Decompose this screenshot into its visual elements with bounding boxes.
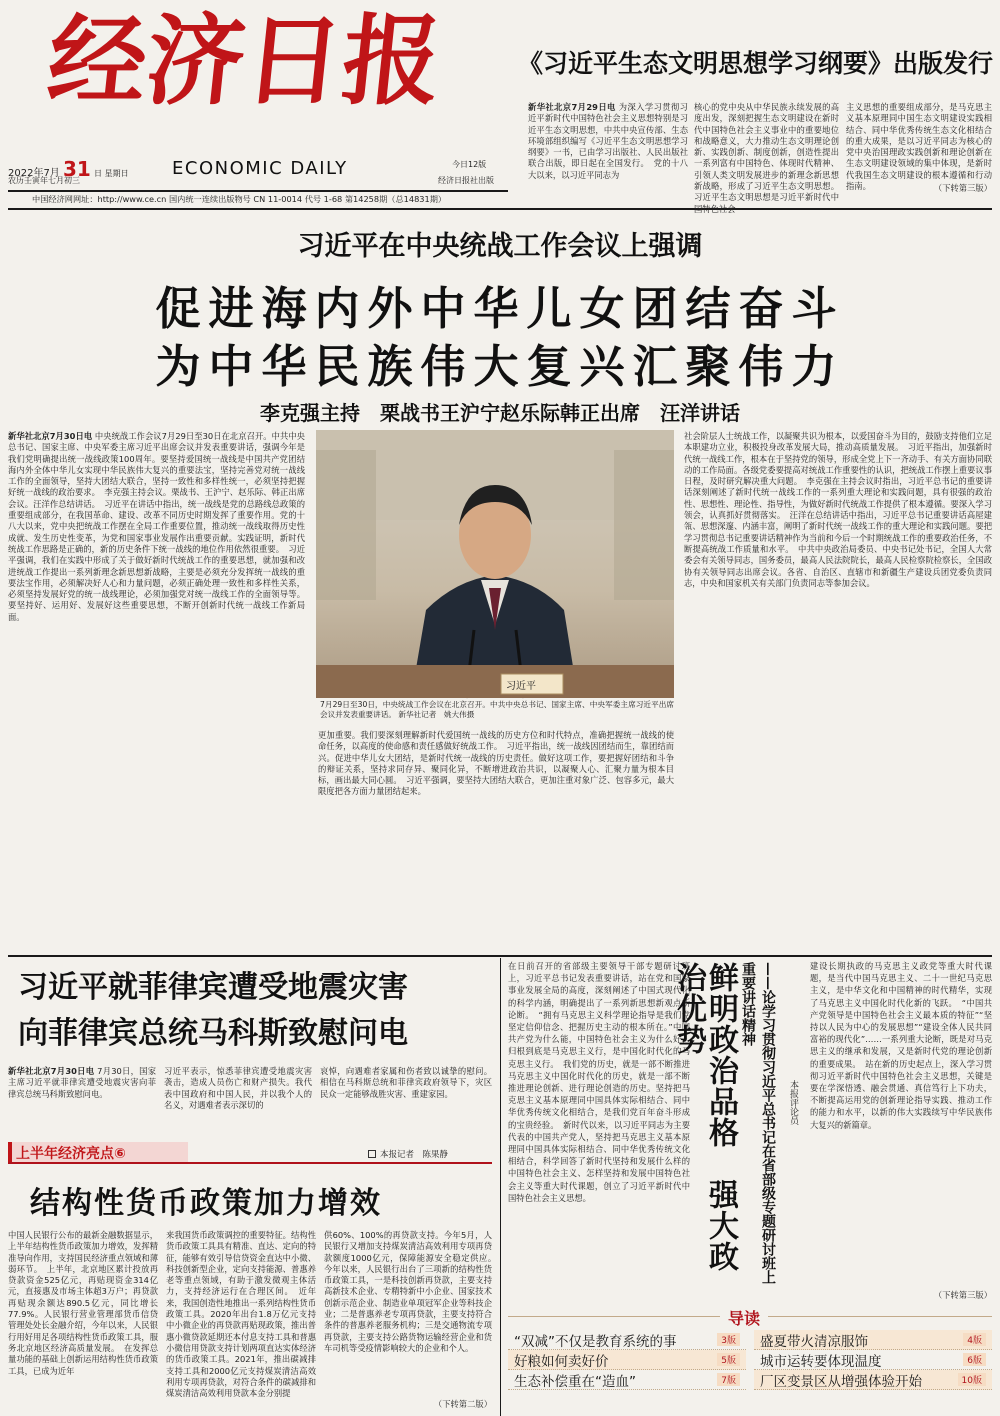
commentary-subtitle: ——论学习贯彻习近平总书记在省部级专题研讨班上重要讲话精神: [740, 962, 776, 1284]
guide-item-text: 好粮如何卖好价: [514, 1353, 609, 1370]
commentary-continued: （下转第三版）: [933, 1290, 992, 1300]
guide-right-column: [754, 1330, 992, 1390]
econ-series-label: 上半年经济亮点⑥: [16, 1146, 126, 1162]
guide-header: [508, 1304, 992, 1330]
commentary-col1: 在日前召开的省部级主要领导干部专题研讨班上，习近平总书记发表重要讲话，站在党和国家事业发展全局的高度，深刻阐述了中国式现代化的科学内涵，明确提出了一系列新思想新观点新论断。 “拥有马克思主义科学理论指导是我们党坚定信仰信念、把握历史主动的根本所在。”中国共产党为什么能，中国特色社会主义为什么好，归根到底是马克思主义行，是中国化时代化的马克思主义行。 我们党的历史，就是一部不断推进马克思主义中国化时代化的历史，就是一部不断推进理论创新、进行理论创造的历史。坚持把马克思主义基本原理同中国具体实际相结合、同中华优秀传统文化相结合，是我们党百年奋斗形成的宝贵经验。 新时代以来，以习近平同志为主要代表的中国共产党人，坚持把马克思主义基本原理同中国具体实际相结合、同中华优秀传统文化相结合，科学回答了新时代坚持和发展什么样的中国特色社会主义、怎样坚持和发展中国特色社会主义等重大时代课题，创立了习近平新时代中国特色社会主义思想。: [508, 961, 690, 1203]
guide-item-page: 7版: [717, 1373, 740, 1386]
guide-item[interactable]: [508, 1330, 746, 1350]
top-story-dateline: 新华社北京7月29日电: [528, 102, 616, 112]
lead-photo[interactable]: [316, 430, 674, 698]
lead-subhead: 李克强主持 栗战书王沪宁赵乐际韩正出席 汪洋讲话: [260, 401, 740, 425]
guide-item-text: 生态补偿重在“造血”: [514, 1373, 636, 1390]
lead-col-below-photo: 更加重要。我们要深刻理解新时代爱国统一战线的历史方位和时代特点，准确把握统一战线的使命任务，以高度的使命感和责任感做好统战工作。 习近平指出，统一战线因团结而生，靠团结而兴。促进中华儿女大团结，是新时代统一战线的历史责任。做好这项工作，要把握好团结和斗争的辩证关系，坚持求同存异、聚同化异，不断增进政治共识，以凝聚人心、汇聚力量为根本目标，画出最大同心圆。 习近平强调，要坚持大团结大联合，更加注重对象广泛、包容多元，最大限度把各方面力量团结起来。: [318, 730, 674, 797]
guide-item-text: 城市运转要体现温度: [760, 1353, 882, 1370]
top-story-col1-text: 为深入学习贯彻习近平新时代中国特色社会主义思想特别是习近平生态文明思想，中共中央宣传部、生态环境部组织编写《习近平生态文明思想学习纲要》一书，已由学习出版社、人民出版社联合出版，即日起在全国发行。 党的十八大以来，以习近平同志为: [528, 102, 688, 180]
guide-item[interactable]: [754, 1350, 992, 1370]
lead-photo-caption-text: 7月29日至30日，中央统战工作会议在北京召开。中共中央总书记、国家主席、中央军委主席习近平出席会议并发表重要讲话。: [320, 700, 674, 719]
masthead-english: ECONOMIC DAILY: [172, 158, 348, 179]
date-suffix: 日 星期日: [94, 169, 129, 178]
guide-item-page: 4版: [963, 1333, 986, 1346]
phil-headline-line1[interactable]: 习近平就菲律宾遭受地震灾害: [18, 970, 408, 1005]
lead-col-right: 社会阶层人士统战工作，以凝聚共识为根本，以爱国奋斗为目的，鼓励支持他们立足本职建功立业，积极投身改革发展大局，推动高质量发展。 习近平指出，加强新时代统一战线工作，根本在于坚持党的领导，形成全党上下一齐动手、有关方面协同联动的工作局面。各级党委要提高对统战工作重要性的认识，把统战工作摆上重要议事日程，及时研究解决重大问题。 李克强在主持会议时指出，习近平总书记的重要讲话深刻阐述了新时代统一战线工作的一系列重大理论和实践问题，具有很强的政治性、思想性、理论性、指导性，为做好新时代统战工作提供了根本遵循。要深入学习领会，认真抓好贯彻落实。 汪洋在总结讲话中指出，习近平总书记重要讲话高屋建瓴、思想深邃、内涵丰富，阐明了新时代统一战线工作的重大理论和实践问题。要把学习贯彻总书记重要讲话精神作为当前和今后一个时期统战工作的重要政治任务，不断提高统战工作质量和水平。 中共中央政治局委员、中央书记处书记，全国人大常委会有关领导同志，国务委员，最高人民法院院长，最高人民检察院检察长，全国政协有关领导同志出席会议。各省、自治区、直辖市和新疆生产建设兵团党委负责同志，中央和国家机关有关部门负责同志等参加会议。: [684, 431, 992, 588]
guide-item[interactable]: [508, 1350, 746, 1370]
guide-item-page: 10版: [958, 1373, 986, 1386]
guide-item-page: 5版: [717, 1353, 740, 1366]
phil-headline-line2[interactable]: 向菲律宾总统马科斯致慰问电: [18, 1016, 408, 1051]
phil-col3: 哀悼，向遇难者家属和伤者致以诚挚的慰问。相信在马科斯总统和菲律宾政府领导下，灾区民众一定能够战胜灾害、重建家园。: [320, 1066, 492, 1099]
lead-photo-nameplate: 习近平: [506, 681, 536, 692]
top-story-headline[interactable]: 《习近平生态文明思想学习纲要》出版发行: [518, 49, 994, 78]
econ-series-rule: [8, 1162, 492, 1164]
date-prefix: 2022年7月: [8, 168, 60, 179]
masthead-divider: [8, 190, 508, 192]
top-story-col1: [528, 102, 688, 194]
econ-col2: 来我国货币政策调控的重要特征。结构性货币政策工具具有精准、直达、定向的特征，能够有效引导信贷资金直达中小微、科技创新型企业，定向支持能源、普惠养老等重点领域，有助于激发微观主体活力，支持经济运行在合理区间。 近年来，我国创造性地推出一系列结构性货币政策工具。2020年出台1.8万亿元支持中小微企业的再贷款再贴现政策，推出普惠小微贷款延期还本付息支持工具和普惠小微信用贷款支持计划两项直达实体经济的货币政策工具。2021年，推出碳减排支持工具和2000亿元支持煤炭清洁高效利用专项再贷款，对符合条件的碳减排和煤炭清洁高效利用贷款本金分别提: [166, 1230, 316, 1399]
top-story-col3: 主义思想的重要组成部分，是马克思主义基本原理同中国生态文明建设实践相结合、同中华优秀传统生态文化相结合的重大成果，是以习近平同志为核心的党中央治国理政实践创新和理论创新在生态文明建设领域的集中体现，是新时代我国生态文明建设的根本遵循和行动指南。: [846, 102, 992, 192]
lead-headline-line1[interactable]: 促进海内外中华儿女团结奋斗: [155, 282, 845, 335]
masthead-pages: 今日12版: [452, 160, 487, 169]
masthead-logo: 经济日报: [42, 4, 447, 119]
econ-byline-icon: [368, 1150, 376, 1158]
econ-headline[interactable]: 结构性货币政策加力增效: [30, 1186, 382, 1221]
guide-item-text: 厂区变景区从增强体验开始: [760, 1373, 922, 1390]
econ-byline-text: 本报记者 陈果静: [380, 1150, 449, 1160]
phil-col1-text: 7月30日，国家主席习近平就菲律宾遭受地震灾害向菲律宾总统马科斯致慰问电。: [8, 1066, 157, 1099]
lead-photo-credit: 新华社记者 姚大伟摄: [398, 710, 475, 719]
phil-col2: 习近平表示，惊悉菲律宾遭受地震灾害袭击，造成人员伤亡和财产损失。我代表中国政府和中国人民，并以我个人的名义，对遇难者表示深切的: [164, 1066, 312, 1110]
econ-col1: 中国人民银行公布的最新金融数据显示，上半年结构性货币政策加力增效，发挥精准导向作用，支持国民经济重点领域和薄弱环节。 上半年，北京地区累计投放再贷款资金525亿元，再贴现资金314亿元，直接惠及市场主体超3万户；再贷款再贴现余额达890.5亿元，同比增长77.9%。人民银行营业管理部货币信贷管理处处长金融介绍，今年以来，人民银行用好用足各项结构性货币政策工具，服务北京地区经济高质量发展。 在发挥总量功能的基础上创新运用结构性货币政策工具，已成为近年: [8, 1230, 158, 1376]
date-day: 31: [63, 157, 91, 181]
commentary-byline: 本报评论员: [788, 1080, 798, 1125]
lead-kicker: 习近平在中央统战工作会议上强调: [297, 231, 703, 262]
lead-col-left-text: 中央统战工作会议7月29日至30日在北京召开。中共中央总书记、国家主席、中央军委主席习近平出席会议并发表重要讲话，强调今年是我们党明确提出统一战线政策100周年。要坚持爱国统一战线是中国共产党团结海内外全体中华儿女实现中华民族伟大复兴的重要法宝，坚持完善党对统一战线工作的全面领导，坚持大团结大联合，坚持一致性和多样性统一，必须坚持把握好统一战线的政治要求。 李克强主持会议。栗战书、王沪宁、赵乐际、韩正出席会议。汪洋作总结讲话。 习近平在讲话中指出，统一战线是党的总路线总政策的重要组成部分，在我国革命、建设、改革不同历史时期发挥了重要作用。党的十八大以来，党中央把统战工作摆在全局工作重要位置，推动统一战线取得历史性成就、发生历史性变革，为党和国家事业发展作出重要贡献。实践证明，新时代统战工作思路是正确的，新的历史条件下统一战线的地位作用依然很重要。 习近平强调，我们在实践中形成了关于做好新时代统战工作的重要思想，就加强和改进统战工作提出一系列新理念新思想新战略，主要是必须充分发挥统一战线的重要法宝作用，必须解决好人心和力量问题，必须正确处理一致性和多样性关系，必须坚持发展好党的统一战线理论，必须加强党对统一战线工作的全面领导等。要坚持好、运用好、发展好这些重要思想，不断开创新时代统一战线工作新局面。: [8, 431, 305, 622]
guide-item-text: 盛夏带火清凉服饰: [760, 1333, 868, 1350]
econ-series-tag: [8, 1142, 188, 1162]
guide-item[interactable]: [754, 1370, 992, 1390]
guide-title: 导读: [720, 1306, 768, 1329]
lead-dateline: 新华社北京7月30日电: [8, 431, 93, 441]
lead-headline-line2[interactable]: 为中华民族伟大复兴汇聚伟力: [155, 340, 845, 393]
guide-left-column: [508, 1330, 746, 1390]
phil-col1: [8, 1066, 156, 1116]
masthead-publisher: 经济日报社出版: [438, 176, 494, 185]
commentary-title[interactable]: 鲜明政治品格 强大政治优势: [671, 962, 738, 1272]
guide-item[interactable]: [508, 1370, 746, 1390]
lead-col-left: [8, 431, 305, 951]
lead-photo-caption: [320, 700, 674, 726]
guide-item-page: 3版: [717, 1333, 740, 1346]
econ-continued: （下转第二版）: [433, 1399, 492, 1409]
info-bar-divider: [8, 208, 992, 210]
lead-photo-scene: [316, 430, 674, 698]
masthead-lunar: 农历壬寅年七月初三: [8, 176, 80, 185]
commentary-col2: 建设长期执政的马克思主义政党等重大时代课题，是当代中国马克思主义、二十一世纪马克思主义，是中华文化和中国精神的时代精华，实现了马克思主义中国化时代化新的飞跃。 “中国共产党领导是中国特色社会主义最本质的特征”“坚持以人民为中心的发展思想”“建设全体人民共同富裕的现代化”……一系列重大论断，既是对马克思主义的继承和发展，又是新时代党的理论创新的重要成果。 站在新的历史起点上，深入学习贯彻习近平新时代中国特色社会主义思想，关键是要在学深悟透、融会贯通、真信笃行上下功夫，不断提高运用党的创新理论指导实践、推动工作的能力和水平，以新的伟大实践续写中华民族伟大复兴的新篇章。: [810, 961, 992, 1130]
top-story-continued: （下转第三版）: [933, 183, 992, 193]
econ-col3: 供60%、100%的再贷款支持。今年5月，人民银行又增加支持煤炭清洁高效利用专项再贷款额度1000亿元，保障能源安全稳定供应。 今年以来，人民银行出台了三项新的结构性货币政策工具，一是科技创新再贷款，主要支持高新技术企业、专精特新中小企业、国家技术创新示范企业、制造业单项冠军企业等科技企业；二是普惠养老专项再贷款，主要支持符合条件的普惠养老服务机构；三是交通物流专项再贷款，主要支持公路货物运输经营企业和货车司机等受疫情影响较大的企业和个人。: [324, 1230, 501, 1353]
commentary-left-divider: [500, 958, 501, 1416]
econ-byline: [368, 1148, 448, 1160]
lead-bottom-divider: [8, 955, 992, 957]
guide-item[interactable]: [754, 1330, 992, 1350]
guide-box: [508, 1304, 992, 1416]
phil-dateline: 新华社北京7月30日电: [8, 1066, 95, 1076]
masthead-info-bar: 中国经济网网址：http://www.ce.cn 国内统一连续出版物号 CN 11-0014 代号 1-68 第14258期（总14831期）: [32, 194, 447, 204]
guide-columns: [508, 1330, 992, 1390]
top-story-col2: 核心的党中央从中华民族永续发展的高度出发，深刻把握生态文明建设在新时代中国特色社会主义事业中的重要地位和战略意义，大力推动生态文明理论创新、实践创新、制度创新，创造性提出一系列富有中国特色、体现时代精神、引领人类文明发展进步的新理念新思想新战略，形成了习近平生态文明思想。习近平生态文明思想是习近平新时代中国特色社会: [694, 102, 839, 214]
guide-item-text: “双减”不仅是教育系统的事: [514, 1333, 677, 1350]
guide-item-page: 6版: [963, 1353, 986, 1366]
